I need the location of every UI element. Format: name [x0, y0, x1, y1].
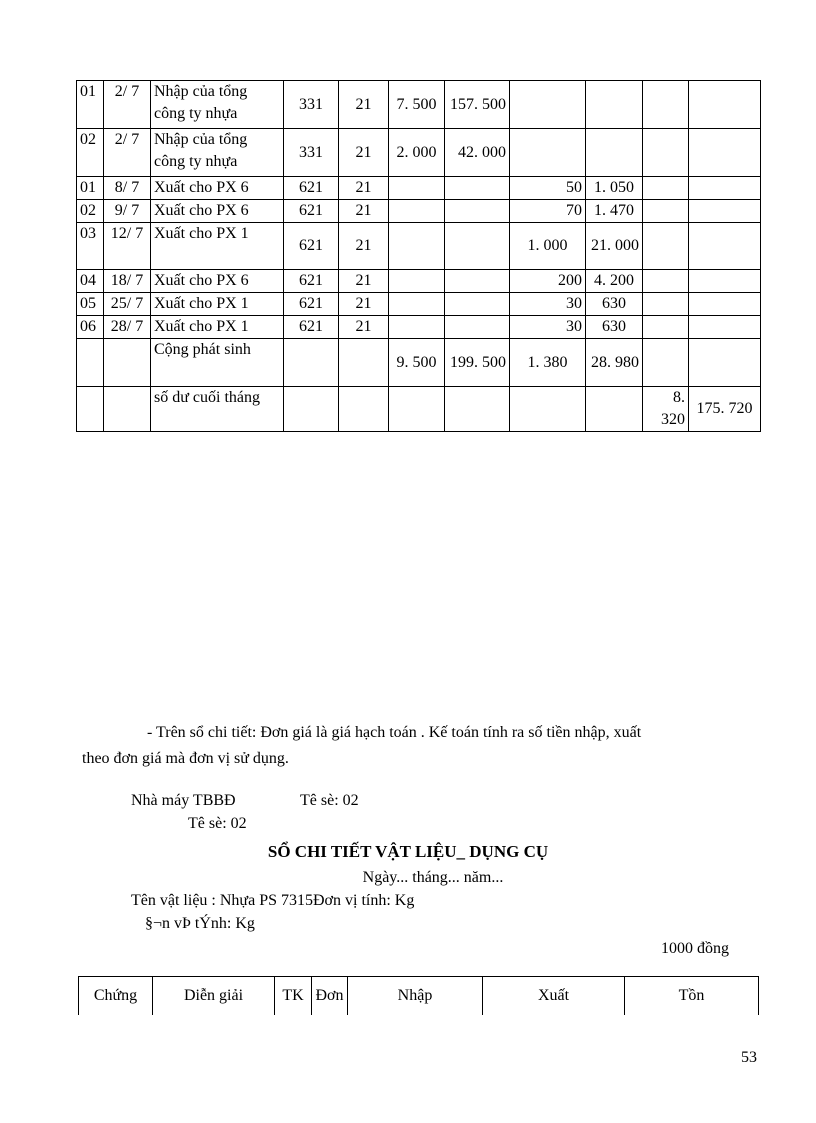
empty-cell	[389, 387, 445, 432]
col-header-import: Nhập	[348, 977, 483, 1016]
material-line: Tên vật liệu : Nhựa PS 7315Đơn vị tính: Kg	[131, 892, 415, 909]
balance-quantity	[643, 223, 689, 270]
out-quantity: 50	[510, 177, 586, 200]
out-quantity: 30	[510, 316, 586, 339]
balance-amount	[689, 270, 761, 293]
in-quantity: 2. 000	[389, 129, 445, 177]
doc-date: 12/ 7	[104, 223, 151, 270]
ending-balance-quantity: 8. 320	[643, 387, 689, 432]
total-in-amount: 199. 500	[445, 339, 510, 387]
doc-date: 2/ 7	[104, 129, 151, 177]
in-quantity	[389, 223, 445, 270]
doc-number: 03	[77, 223, 104, 270]
col-header-balance: Tồn	[625, 977, 759, 1016]
detail-ledger-header-table	[78, 976, 759, 1015]
balance-amount	[689, 316, 761, 339]
te-se-1: Tê sè: 02	[300, 792, 359, 809]
out-amount: 1. 470	[586, 200, 643, 223]
balance-quantity	[643, 293, 689, 316]
balance-quantity	[643, 177, 689, 200]
doc-date: 2/ 7	[104, 81, 151, 129]
description: Xuất cho PX 6	[151, 270, 284, 293]
unit-price: 21	[339, 316, 389, 339]
table-row	[77, 316, 761, 339]
ending-balance-label: số dư cuối tháng	[151, 387, 284, 432]
description: Nhập của tổng công ty nhựa	[151, 129, 284, 177]
table-row	[77, 223, 761, 270]
page-number: 53	[741, 1049, 757, 1066]
note-line-2: theo đơn giá mà đơn vị sử dụng.	[82, 750, 289, 767]
out-amount: 630	[586, 316, 643, 339]
in-amount	[445, 200, 510, 223]
empty-cell	[586, 387, 643, 432]
total-in-quantity: 9. 500	[389, 339, 445, 387]
balance-quantity	[643, 316, 689, 339]
doc-number: 02	[77, 129, 104, 177]
balance-quantity	[643, 270, 689, 293]
out-quantity: 1. 000	[510, 223, 586, 270]
description: Xuất cho PX 1	[151, 223, 284, 270]
description: Xuất cho PX 6	[151, 200, 284, 223]
empty-cell	[104, 387, 151, 432]
out-amount	[586, 81, 643, 129]
balance-amount	[689, 223, 761, 270]
table-row	[77, 293, 761, 316]
empty-cell	[339, 387, 389, 432]
col-header-document: Chứng	[79, 977, 153, 1016]
doc-date: 8/ 7	[104, 177, 151, 200]
in-amount	[445, 316, 510, 339]
in-amount	[445, 177, 510, 200]
table-row	[77, 177, 761, 200]
page-title: SỔ CHI TIẾT VẬT LIỆU_ DỤNG CỤ	[267, 842, 549, 861]
empty-cell	[510, 387, 586, 432]
account: 331	[284, 81, 339, 129]
in-quantity	[389, 200, 445, 223]
out-quantity: 70	[510, 200, 586, 223]
account: 621	[284, 270, 339, 293]
account: 331	[284, 129, 339, 177]
in-amount: 42. 000	[445, 129, 510, 177]
balance-amount	[689, 177, 761, 200]
unit-price: 21	[339, 177, 389, 200]
table-row	[77, 81, 761, 129]
doc-date: 28/ 7	[104, 316, 151, 339]
doc-number: 02	[77, 200, 104, 223]
description: Xuất cho PX 1	[151, 316, 284, 339]
doc-number: 01	[77, 177, 104, 200]
in-quantity	[389, 177, 445, 200]
balance-amount	[689, 293, 761, 316]
account: 621	[284, 223, 339, 270]
total-out-quantity: 1. 380	[510, 339, 586, 387]
balance-quantity	[643, 129, 689, 177]
balance-amount	[689, 129, 761, 177]
date-line: Ngày... tháng... năm...	[362, 869, 504, 886]
note-line-1: - Trên sổ chi tiết: Đơn giá là giá hạch toán . Kế toán tính ra số tiền nhập, xuất	[147, 724, 642, 741]
factory-name: Nhà máy TBBĐ	[131, 792, 236, 809]
ledger-table	[76, 80, 761, 432]
balance-quantity	[643, 200, 689, 223]
doc-date: 9/ 7	[104, 200, 151, 223]
out-amount: 1. 050	[586, 177, 643, 200]
ending-balance-amount: 175. 720	[689, 387, 761, 432]
account: 621	[284, 293, 339, 316]
in-amount	[445, 293, 510, 316]
te-se-2: Tê sè: 02	[188, 815, 247, 832]
empty-cell	[77, 387, 104, 432]
table-header-row	[79, 977, 759, 1016]
doc-number: 06	[77, 316, 104, 339]
in-quantity	[389, 316, 445, 339]
account: 621	[284, 316, 339, 339]
empty-cell	[445, 387, 510, 432]
unit-price: 21	[339, 293, 389, 316]
account: 621	[284, 177, 339, 200]
out-quantity	[510, 129, 586, 177]
col-header-account: TK	[275, 977, 312, 1016]
empty-cell	[284, 387, 339, 432]
unit-price: 21	[339, 270, 389, 293]
account: 621	[284, 200, 339, 223]
garbled-unit-line: §¬n vÞ tÝnh: Kg	[145, 915, 255, 932]
doc-date: 25/ 7	[104, 293, 151, 316]
currency-unit: 1000 đồng	[661, 940, 729, 957]
table-row	[77, 270, 761, 293]
out-quantity: 30	[510, 293, 586, 316]
col-header-description: Diễn giải	[153, 977, 275, 1016]
unit-price: 21	[339, 129, 389, 177]
in-amount	[445, 223, 510, 270]
balance-quantity	[643, 81, 689, 129]
table-row	[77, 129, 761, 177]
description: Xuất cho PX 6	[151, 177, 284, 200]
out-quantity	[510, 81, 586, 129]
empty-cell	[77, 339, 104, 387]
description: Nhập của tổng công ty nhựa	[151, 81, 284, 129]
empty-cell	[689, 339, 761, 387]
empty-cell	[339, 339, 389, 387]
in-amount: 157. 500	[445, 81, 510, 129]
unit-price: 21	[339, 81, 389, 129]
in-quantity	[389, 270, 445, 293]
unit-price: 21	[339, 223, 389, 270]
empty-cell	[643, 339, 689, 387]
doc-date: 18/ 7	[104, 270, 151, 293]
doc-number: 01	[77, 81, 104, 129]
col-header-unit-price: Đơn	[312, 977, 348, 1016]
out-amount: 21. 000	[586, 223, 643, 270]
doc-number: 04	[77, 270, 104, 293]
doc-number: 05	[77, 293, 104, 316]
in-quantity	[389, 293, 445, 316]
balance-amount	[689, 200, 761, 223]
col-header-export: Xuất	[483, 977, 625, 1016]
empty-cell	[284, 339, 339, 387]
out-amount	[586, 129, 643, 177]
total-row	[77, 339, 761, 387]
balance-amount	[689, 81, 761, 129]
total-label: Cộng phát sinh	[151, 339, 284, 387]
ending-balance-row	[77, 387, 761, 432]
in-quantity: 7. 500	[389, 81, 445, 129]
total-out-amount: 28. 980	[586, 339, 643, 387]
table-row	[77, 200, 761, 223]
out-amount: 630	[586, 293, 643, 316]
out-amount: 4. 200	[586, 270, 643, 293]
in-amount	[445, 270, 510, 293]
description: Xuất cho PX 1	[151, 293, 284, 316]
out-quantity: 200	[510, 270, 586, 293]
unit-price: 21	[339, 200, 389, 223]
empty-cell	[104, 339, 151, 387]
